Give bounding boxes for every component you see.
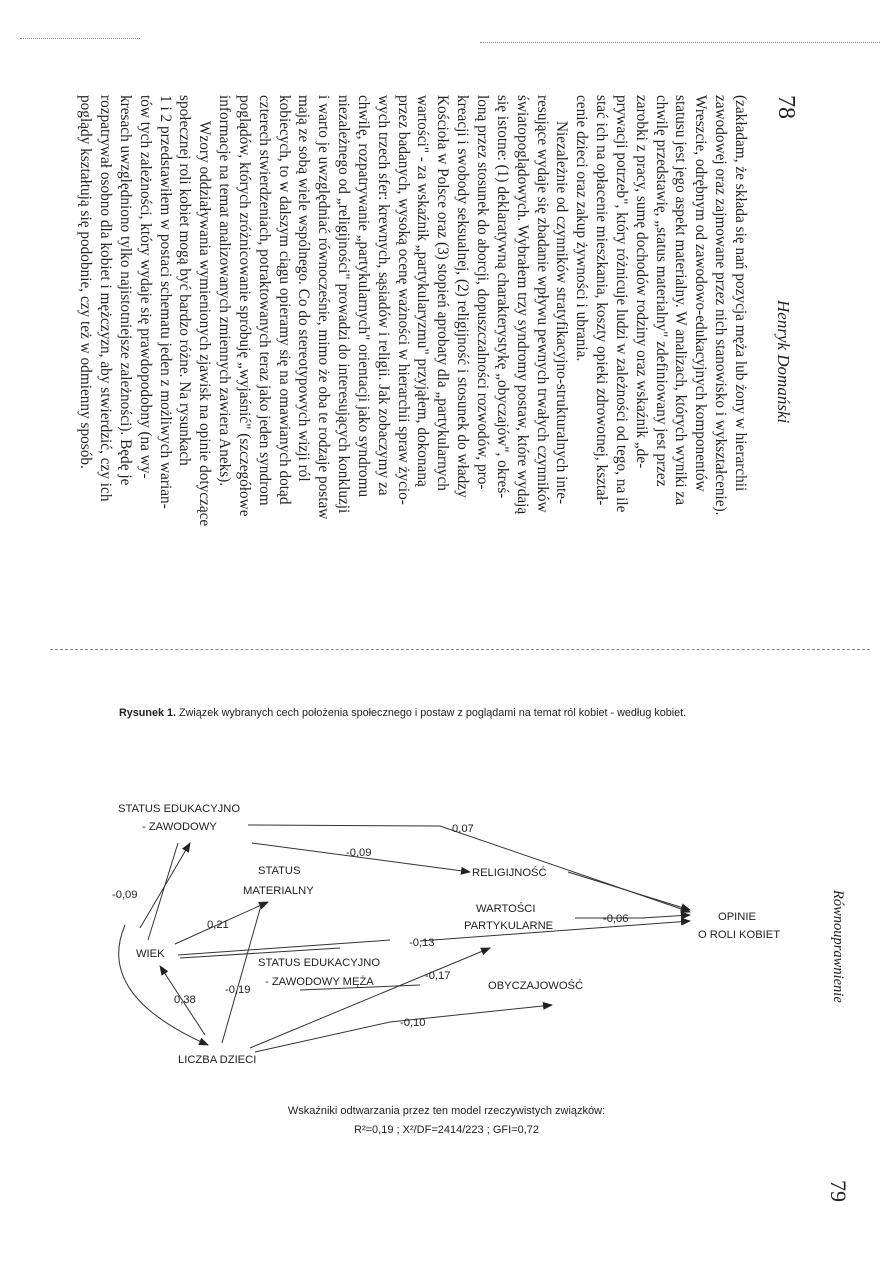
node-religijnosc: RELIGIJNOŚĆ <box>472 867 547 879</box>
text-line: tów tych zależności, który wydaje się prawdopodobny (na wy- <box>136 95 154 479</box>
coef-wiek-liczba: 0,38 <box>174 994 196 1006</box>
figure-caption-text: Związek wybranych cech położenia społecznego i postaw z poglądami na temat ról kobiet - według kobiet. <box>179 707 687 719</box>
text-line: kresach uwzględniono tylko najistotniejsze zależności). Będę je <box>116 95 134 486</box>
text-line: społecznej roli kobiet mogą być bardzo różne. Na rysunkach <box>176 95 194 466</box>
text-line: wartości" - za wskaźnik „partykularyzmu" przyjąłem, dokonaną <box>414 95 432 487</box>
coef-wartosci-opinie: -0,06 <box>603 913 629 925</box>
coef-wiek-wartosci: -0,13 <box>409 937 435 949</box>
text-line: niezależnego od „religijności" prowadzi do interesujących konkluzji <box>335 95 353 514</box>
node-opinie-line1: OPINIE <box>718 911 756 923</box>
text-line: zarobki z pracy, sumę dochodów rodziny oraz wskaźnik „de- <box>632 95 650 469</box>
fit-indices-line1: Wskaźniki odtwarzania przez ten model rzeczywistych związków: <box>287 1105 606 1117</box>
text-line: kreacji i swobody seksualnej, (2) religijność i stosunek do władzy <box>454 95 472 498</box>
text-line: rozpatrywał osobno dla kobiet i mężczyzn, aby stwierdzić, czy ich <box>97 95 114 502</box>
text-line: loną przez stosunek do aborcji, dopuszczalności rozwodów, pro- <box>474 95 492 490</box>
coef-liczba-obyczajowosc: -0,10 <box>400 1017 426 1029</box>
text-line: światopoglądowych. Wybrałem trzy syndromy postaw, które wydają <box>513 95 531 515</box>
node-opinie-line2: O ROLI KOBIET <box>698 929 781 941</box>
page-79-number: 79 <box>826 1180 851 1202</box>
text-line: cenie dzieci oraz zakup żywności i ubrania. <box>573 95 591 362</box>
node-status-maz-line2: - ZAWODOWY MĘŻA <box>265 976 374 988</box>
text-line: kobiecych, to w dalszym ciągu opieramy się na omawianych dotąd <box>275 95 293 505</box>
text-line: Wzory oddziaływania wymienionych zjawisk na opinie dotyczące <box>196 121 214 527</box>
text-line: poglądy kształtują się podobnie, czy też w odmienny sposób. <box>77 95 95 469</box>
fit-indices-line2: R²=0,19 ; X²/DF=2414/223 ; GFI=0,72 <box>354 1124 539 1136</box>
coef-mat-liczba: -0,19 <box>225 984 251 996</box>
text-line: mają ze sobą wiele wspólnego. Co do stereotypowych wizji ról <box>295 95 313 482</box>
text-line: (zakładam, że składa się nań pozycja męża lub żony w hierarchii <box>732 95 749 492</box>
node-wiek: WIEK <box>136 948 165 960</box>
edge-wartosci-opinie-arrow <box>642 915 690 918</box>
text-line: Niezależnie od czynników stratyfikacyjno-strukturalnych inte- <box>553 121 571 505</box>
text-line: i warto je uwzględniać równocześnie, mimo że oba te rodzaje postaw <box>315 95 333 520</box>
text-line: prywacji potrzeb", który różnicuje ludzi w zależności od tego, na ile <box>612 95 630 513</box>
figure-caption-label: Rysunek 1. <box>119 707 177 719</box>
running-head-title: Równouprawnienie <box>830 890 846 1003</box>
edge-wiek-wartosci <box>178 940 390 955</box>
text-line: informacje na temat analizowanych zmiennych zawiera Aneks). <box>216 95 234 487</box>
running-head-author: Henryk Domański <box>774 300 793 424</box>
node-wartosci-line1: WARTOŚCI <box>476 903 536 915</box>
coef-edu-religijnosc: -0,09 <box>346 847 372 859</box>
node-wartosci-line2: PARTYKULARNE <box>464 920 554 932</box>
coef-edu-opinie: 0,07 <box>452 823 474 835</box>
node-liczba-dzieci: LICZBA DZIECI <box>178 1054 257 1066</box>
text-line: wych trzech sfer: krewnych, sąsiadów i religii. Jak zobaczymy za <box>374 95 392 496</box>
text-line: Kościoła w Polsce oraz (3) stopień aprobaty dla „partykularnych <box>434 95 452 491</box>
edge-religijnosc-opinie <box>568 872 690 910</box>
coef-wiek-edu: -0,09 <box>112 889 138 901</box>
text-line: 1 i 2 przedstawiłem w postaci schematu jeden z możliwych warian- <box>156 95 174 509</box>
coef-wiek-mat: 0,21 <box>207 919 229 931</box>
edge-to-opinie-long <box>420 921 690 941</box>
text-line: chwilę przedstawię, „status materialny" zdefiniowany jest przez <box>652 95 670 487</box>
text-line: zawodowej oraz zajmowane przez nich stanowisko i wykształcenie). <box>712 95 730 516</box>
text-line: się istotne: (1) deklaratywną charakterystykę „obyczajów", okreś- <box>493 95 511 499</box>
text-line: przez badanych, wysoką ocenę ważności w hierarchii spraw życio- <box>394 95 412 505</box>
edge-status-edu-opinie <box>248 825 690 912</box>
node-obyczajowosc: OBYCZAJOWOŚĆ <box>488 980 584 992</box>
text-line: Wreszcie, odrębnym od zawodowo-edukacyjnych komponentów <box>692 95 710 492</box>
coef-maz-obyczajowosc: -0,17 <box>425 970 451 982</box>
node-status-edu-line1: STATUS EDUKACYJNO <box>118 803 241 815</box>
text-line: czterech stwierdzeniach, potraktowanych teraz jako jeden syndrom <box>255 95 273 506</box>
text-line: statusu jest jego aspekt materialny. W analizach, których wyniki za <box>672 95 690 506</box>
text-line: resujące wydaje się zbadanie wpływu pewnych trwałych czynników <box>533 95 551 513</box>
node-status-edu-line2: - ZAWODOWY <box>142 821 217 833</box>
edge-status-edu-wiek <box>148 843 178 940</box>
node-status-maz-line1: STATUS EDUKACYJNO <box>258 957 381 969</box>
text-line: chwilę, rozpatrywanie „partykularnych" orientacji jako syndromu <box>354 95 372 498</box>
page-79-header <box>826 890 846 1030</box>
edge-wiek-liczba-curve <box>119 925 208 1045</box>
text-line: poglądów, których zróżnicowanie spróbuję „wyjaśnić" (szczegółowe <box>235 95 253 517</box>
page-78-number: 78 <box>773 95 799 119</box>
page-79-number-wrap <box>827 1180 851 1204</box>
text-line: stać ich na opłacenie mieszkania, koszty opieki zdrowotnej, kształ- <box>593 95 611 506</box>
node-status-mat-line1: STATUS <box>258 865 301 877</box>
node-status-mat-line2: MATERIALNY <box>243 885 314 897</box>
